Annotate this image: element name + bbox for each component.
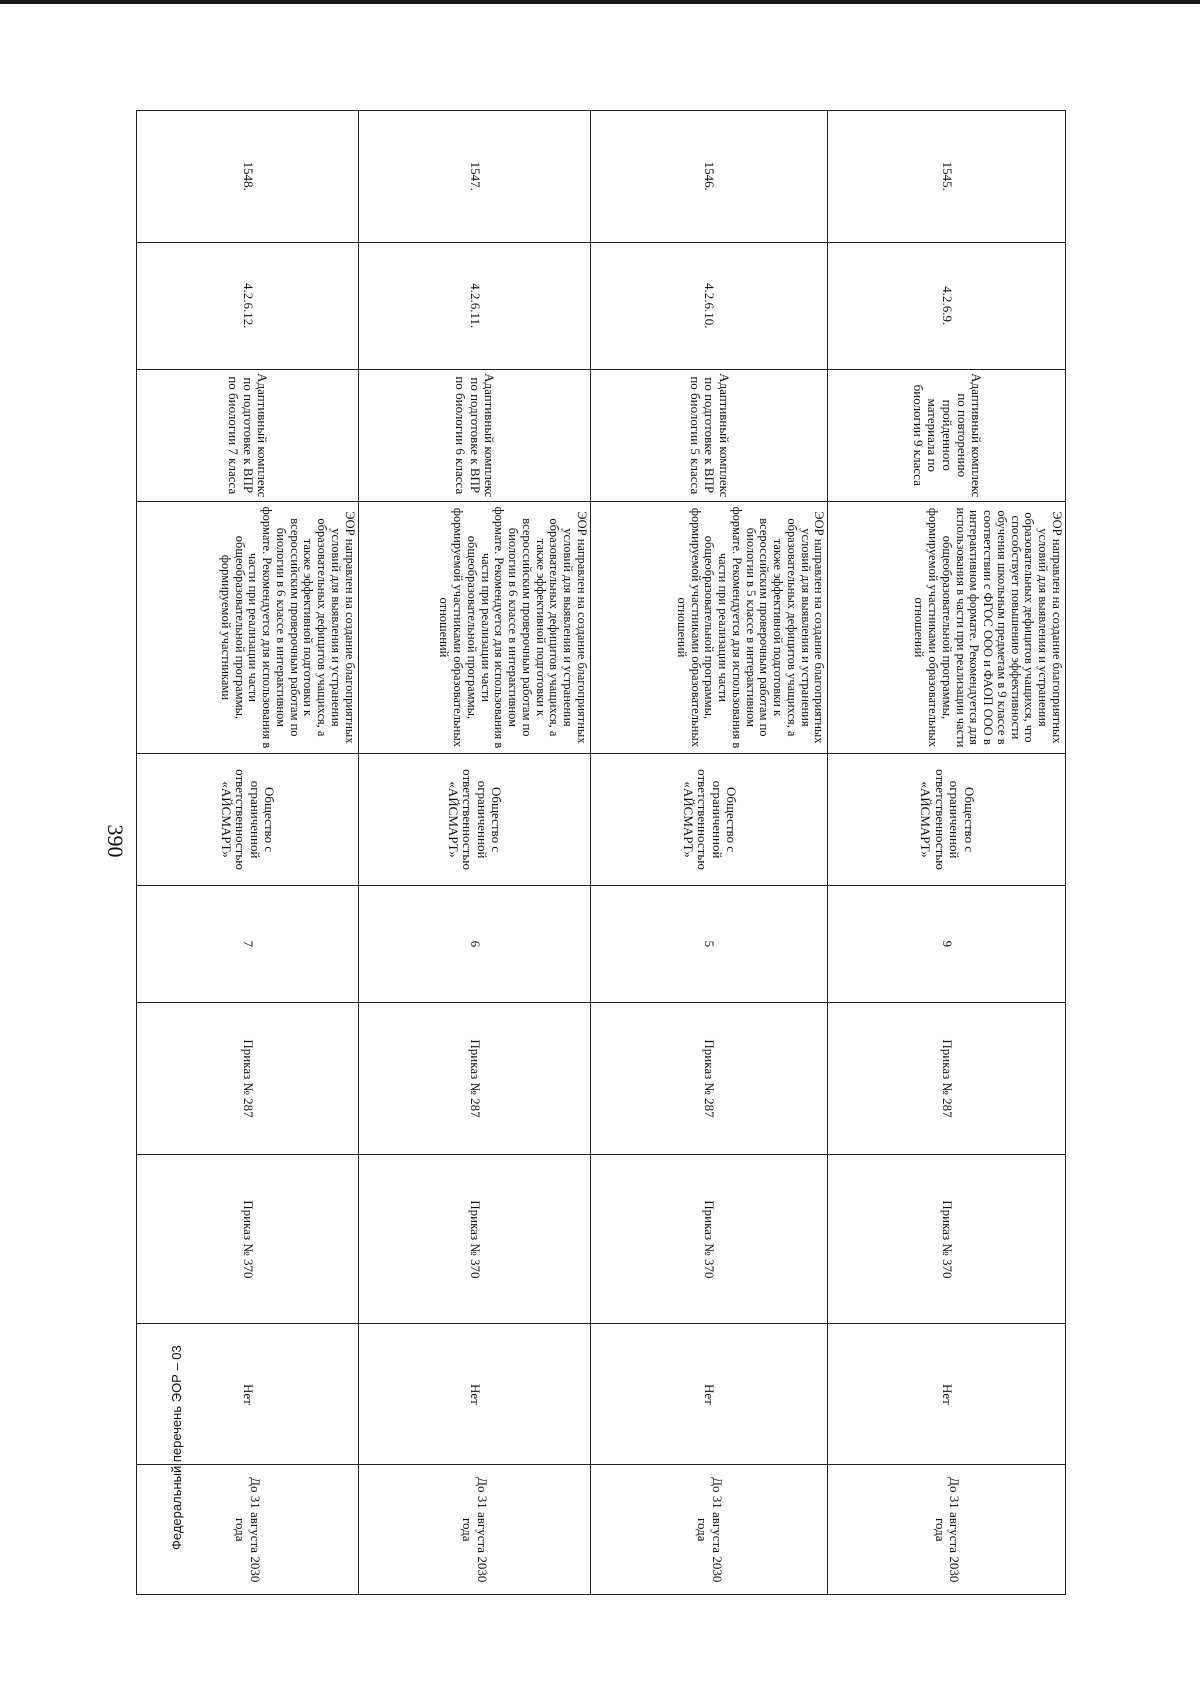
organization-cell: Общество с ограниченной ответственностью «АЙСМАРТ» — [358, 754, 590, 886]
footer-text: Федеральный перечень ЭОР – 03 — [169, 1345, 184, 1550]
flag-cell: Нет — [358, 1324, 590, 1465]
organization-cell: Общество с ограниченной ответственностью «АЙСМАРТ» — [590, 754, 828, 886]
table-row — [590, 111, 828, 1595]
resource-table — [136, 110, 1066, 1595]
row-number-cell: 1546. — [590, 111, 828, 243]
term-cell: До 31 августа 2030 года — [137, 1465, 359, 1595]
resource-name-cell: Адаптивный комплекс по повторению пройденного материала по биологии 9 класса — [828, 369, 1066, 501]
resource-code-cell: 4.2.6.9. — [828, 242, 1066, 369]
order-370-cell: Приказ № 370 — [358, 1155, 590, 1324]
table-row — [358, 111, 590, 1595]
organization-cell: Общество с ограниченной ответственностью «АЙСМАРТ» — [137, 754, 359, 886]
row-number-cell: 1545. — [828, 111, 1066, 243]
row-number-cell: 1547. — [358, 111, 590, 243]
grade-cell: 7 — [137, 885, 359, 1002]
table-body — [137, 111, 1066, 1595]
resource-code-cell: 4.2.6.12. — [137, 242, 359, 369]
term-cell: До 31 августа 2030 года — [590, 1465, 828, 1595]
order-370-cell: Приказ № 370 — [137, 1155, 359, 1324]
grade-cell: 5 — [590, 885, 828, 1002]
resource-name-cell: Адаптивный комплекс по подготовке к ВПР по биологии 6 класса — [358, 369, 590, 501]
scan-edge — [0, 0, 1200, 4]
resource-code-cell: 4.2.6.10. — [590, 242, 828, 369]
description-cell: ЭОР направлен на создание благоприятных условий для выявления и устранения образовательных дефицитов учащихся, а также эффективной подготовки к всероссийским проверочным работам по биологии в 6 классе в интерактивном формате. Рекомендуется для использования в части при реализации части общеобразовательной программы, формируемой участниками образовательных отношений — [358, 501, 590, 754]
term-cell: До 31 августа 2030 года — [358, 1465, 590, 1595]
description-cell: ЭОР направлен на создание благоприятных условий для выявления и устранения образовательных дефицитов учащихся, а также эффективной подготовки к всероссийским проверочным работам по биологии в 6 классе в интерактивном формате. Рекомендуется для использования в части при реализации части общеобразовательной программы, формируемой участниками — [137, 501, 359, 754]
page-number: 390 — [103, 824, 128, 858]
description-cell: ЭОР направлен на создание благоприятных условий для выявления и устранения образовательных дефицитов учащихся, что способствует повышению эффективности обучения школьным предметам в 9 классе в соответствии с ФГОС ООО и ФАОП ООО в интерактивном формате. Рекомендуется для использования в части при реализации части общеобразовательной программы, формируемой участниками образовательных отношений — [828, 501, 1066, 754]
flag-cell: Нет — [137, 1324, 359, 1465]
grade-cell: 9 — [828, 885, 1066, 1002]
table-row — [828, 111, 1066, 1595]
order-370-cell: Приказ № 370 — [828, 1155, 1066, 1324]
order-287-cell: Приказ № 287 — [137, 1002, 359, 1154]
term-cell: До 31 августа 2030 года — [828, 1465, 1066, 1595]
organization-cell: Общество с ограниченной ответственностью «АЙСМАРТ» — [828, 754, 1066, 886]
row-number-cell: 1548. — [137, 111, 359, 243]
order-287-cell: Приказ № 287 — [358, 1002, 590, 1154]
grade-cell: 6 — [358, 885, 590, 1002]
order-287-cell: Приказ № 287 — [590, 1002, 828, 1154]
resource-table-container — [136, 110, 1066, 1595]
resource-name-cell: Адаптивный комплекс по подготовке к ВПР по биологии 7 класса — [137, 369, 359, 501]
resource-name-cell: Адаптивный комплекс по подготовке к ВПР по биологии 5 класса — [590, 369, 828, 501]
resource-code-cell: 4.2.6.11. — [358, 242, 590, 369]
flag-cell: Нет — [590, 1324, 828, 1465]
flag-cell: Нет — [828, 1324, 1066, 1465]
order-370-cell: Приказ № 370 — [590, 1155, 828, 1324]
order-287-cell: Приказ № 287 — [828, 1002, 1066, 1154]
description-cell: ЭОР направлен на создание благоприятных условий для выявления и устранения образовательных дефицитов учащихся, а также эффективной подготовки к всероссийским проверочным работам по биологии в 5 классе в интерактивном формате. Рекомендуется для использования в части при реализации части общеобразовательной программы, формируемой участниками образовательных отношений — [590, 501, 828, 754]
